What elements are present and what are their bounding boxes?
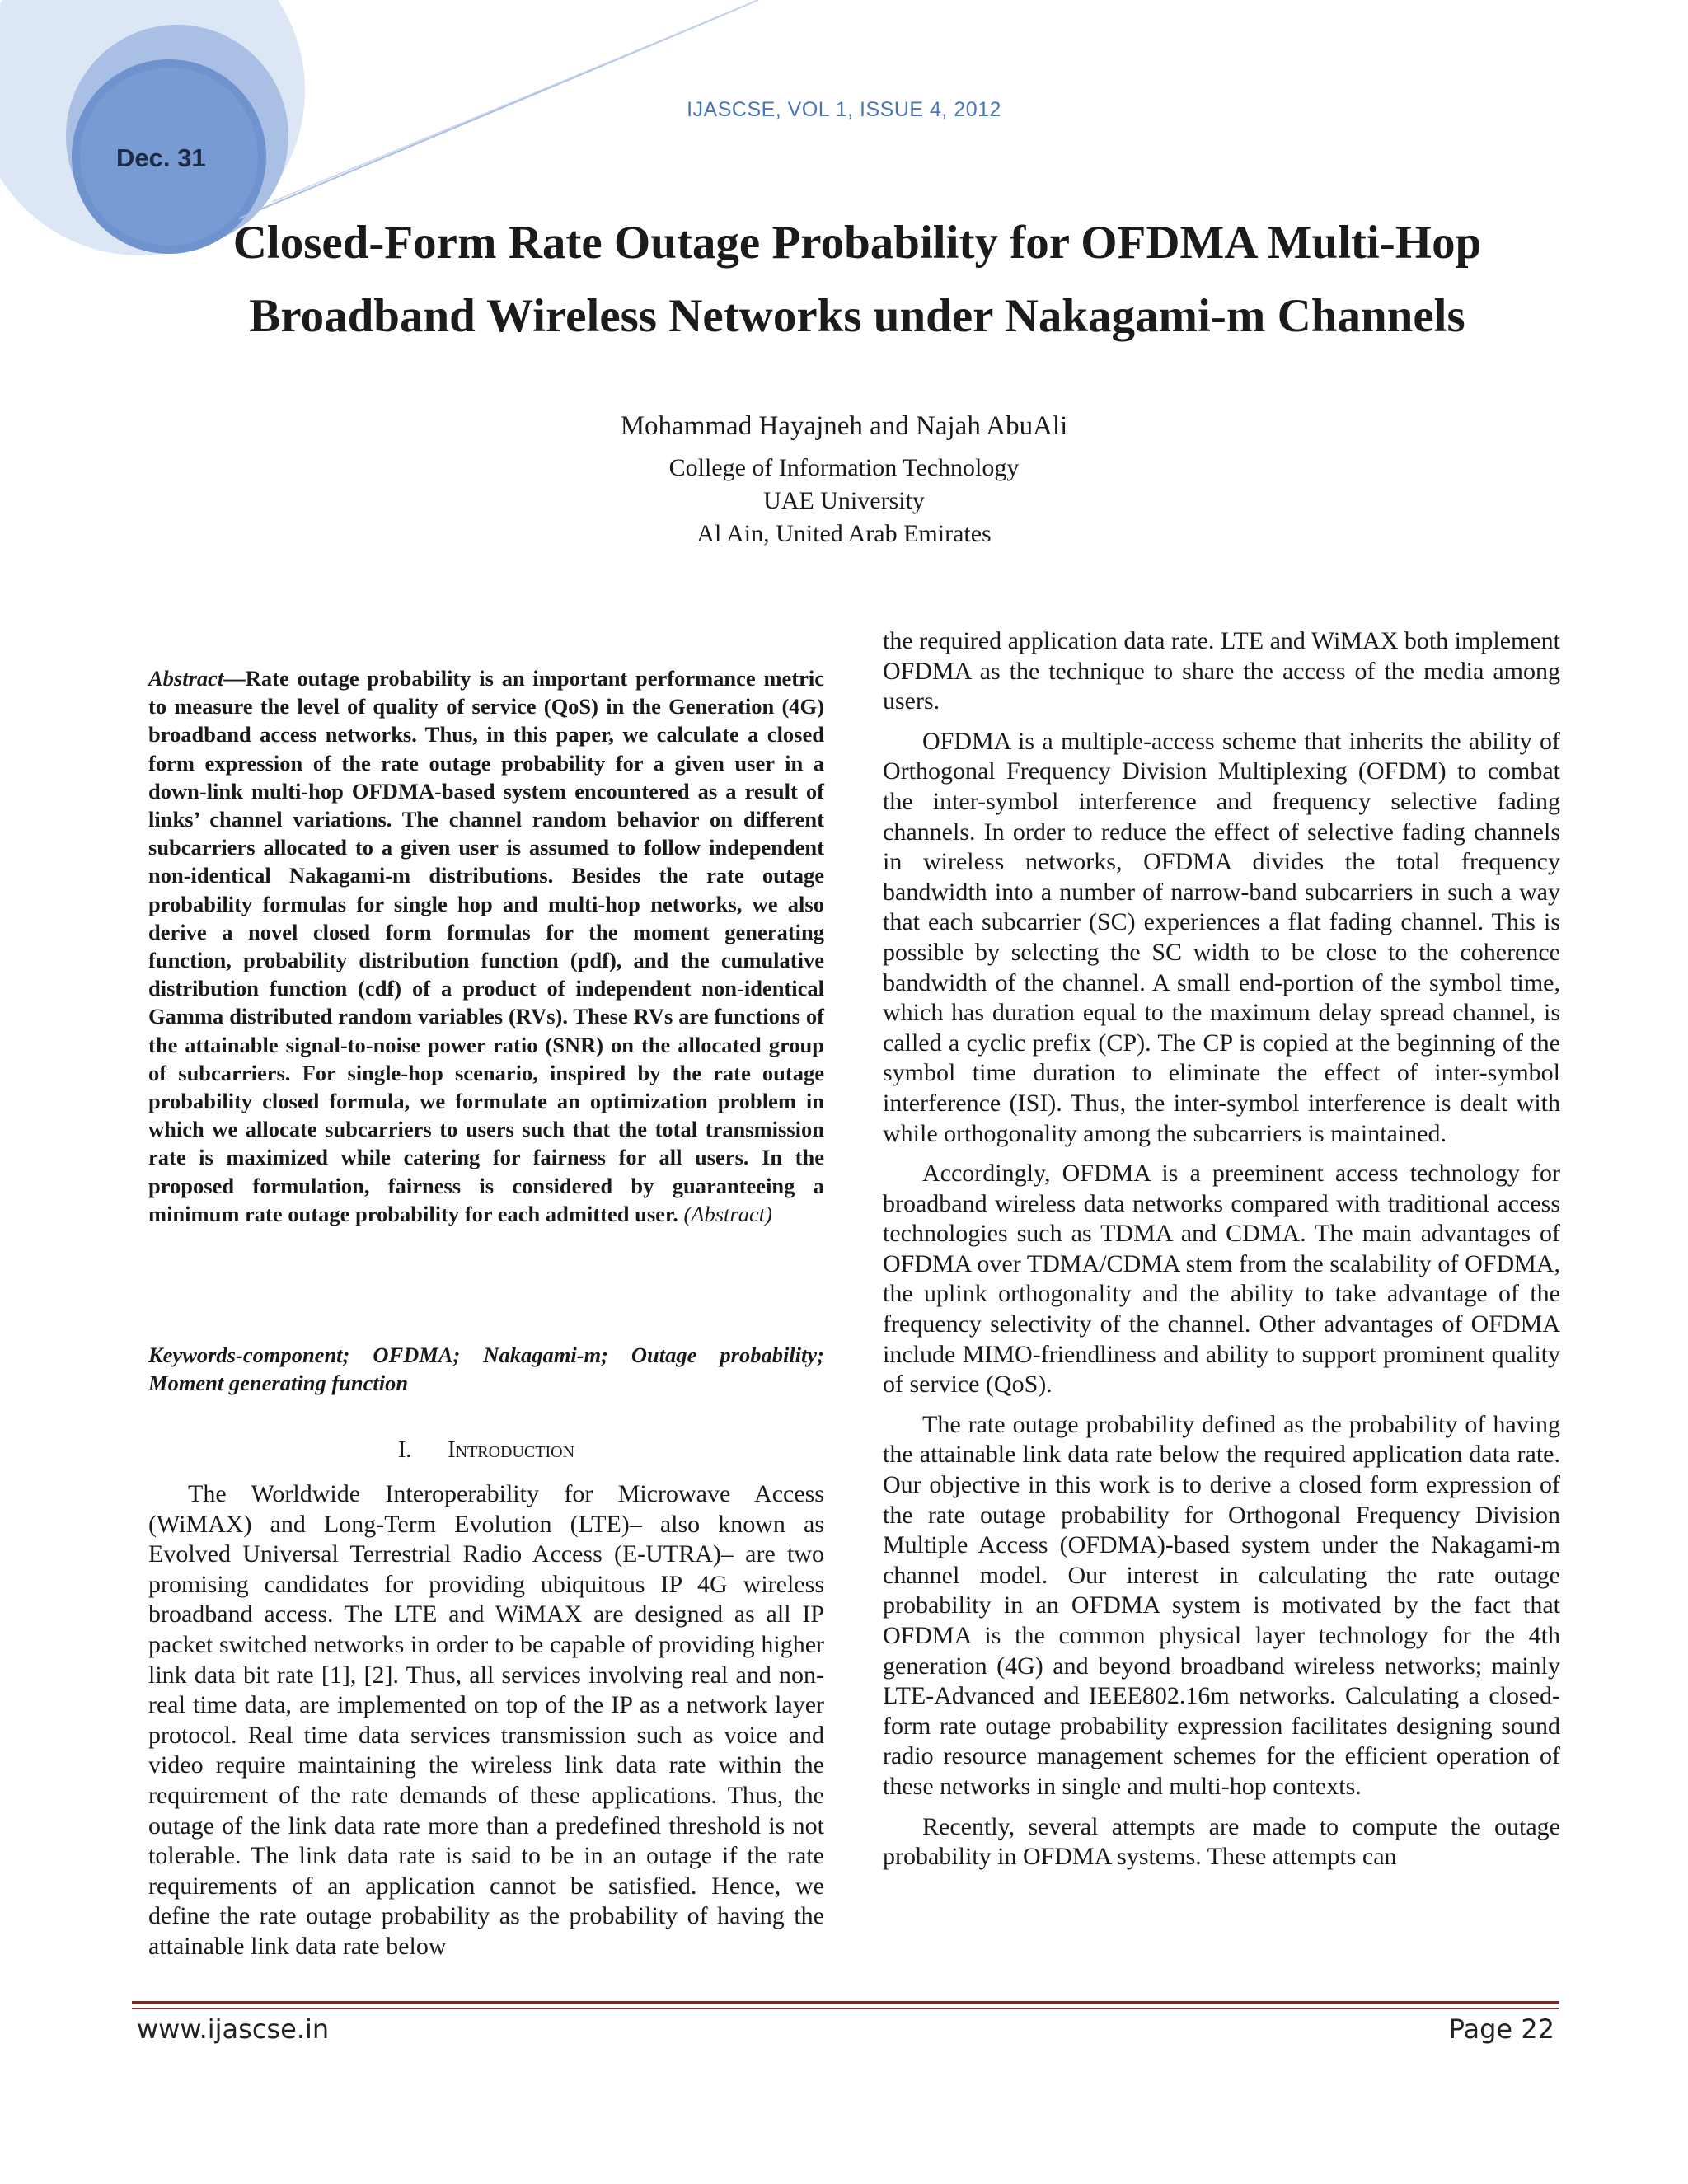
intro-text bbox=[148, 1479, 824, 1962]
footer-rule-thin bbox=[132, 2008, 1559, 2009]
date-badge: Dec. 31 bbox=[116, 143, 206, 172]
title-line-2: Broadband Wireless Networks under Nakagami-m Channels bbox=[249, 290, 1465, 342]
page-footer bbox=[137, 2013, 1554, 2045]
keywords: Keywords-component; OFDMA; Nakagami-m; Outage probability; Moment generating function bbox=[148, 1343, 824, 1396]
footer-rule bbox=[132, 2001, 1559, 2004]
affiliation-university: UAE University bbox=[763, 487, 925, 514]
abstract-tail: (Abstract) bbox=[683, 1201, 772, 1226]
abstract-label: Abstract bbox=[148, 666, 224, 691]
right-column bbox=[883, 626, 1560, 1872]
footer-url[interactable]: www.ijascse.in bbox=[137, 2013, 330, 2045]
authors: Mohammad Hayajneh and Najah AbuAli bbox=[620, 411, 1068, 441]
abstract-body: —Rate outage probability is an important performance metric to measure the level of quality of service (QoS) in the Generation (4G) broadband access networks. Thus, in this paper, we calculate a closed form expression of the rate outage probability for a given user in a down-link multi-hop OFDMA-based system encountered as a result of links’ channel variations. The channel random behavior on different subcarriers allocated to a given user is assumed to follow independent non-identical Nakagami-m distributions. Besides the rate outage probability formulas for single hop and multi-hop networks, we also derive a novel closed form formulas for the moment generating function, probability distribution function (pdf), and the cumulative distribution function (cdf) of a product of independent non-identical Gamma distributed random variables (RVs). These RVs are functions of the attainable signal-to-noise power ratio (SNR) on the allocated group of subcarriers. For single-hop scenario, inspired by the rate outage probability closed formula, we formulate an optimization problem in which we allocate subcarriers to users such that the total transmission rate is maximized while catering for fairness for all users. In the proposed formulation, fairness is considered by guaranteeing a minimum rate outage probability for each admitted user. bbox=[148, 666, 824, 1226]
right-paragraph-1: OFDMA is a multiple-access scheme that inherits the ability of Orthogonal Frequency Division Multiplexing (OFDM) to combat the inter-symbol interference and frequency selective fading channels. In order to reduce the effect of selective fading channels in wireless networks, OFDMA divides the total frequency bandwidth into a number of narrow-band subcarriers in such a way that each subcarrier (SC) experiences a flat fading channel. This is possible by selecting the SC width to be close to the coherence bandwidth of the channel. A small end-portion of the symbol time, which has duration equal to the maximum delay spread channel, is called a cyclic prefix (CP). The CP is copied at the beginning of the symbol time duration to eliminate the effect of inter-symbol interference (ISI). Thus, the inter-symbol interference is dealt with while orthogonality among the subcarriers is maintained. bbox=[883, 727, 1560, 1147]
title-line-1: Closed-Form Rate Outage Probability for OFDMA Multi-Hop bbox=[232, 217, 1482, 269]
affiliation-location: Al Ain, United Arab Emirates bbox=[696, 520, 992, 547]
right-paragraph-3: The rate outage probability defined as the probability of having the attainable link data rate below the required application data rate. Our objective in this work is to derive a closed form expression of the rate outage probability for Orthogonal Frequency Division Multiple Access (OFDMA)-based system under the Nakagami-m channel model. Our interest in calculating the rate outage probability in an OFDMA system is motivated by the fact that OFDMA is the common physical layer technology for the 4th generation (4G) and beyond broadband wireless networks; mainly LTE-Advanced and IEEE802.16m networks. Calculating a closed-form rate outage probability expression facilitates designing sound radio resource management schemes for the efficient operation of these networks in single and multi-hop contexts. bbox=[883, 1410, 1560, 1800]
right-paragraph-2: Accordingly, OFDMA is a preeminent access technology for broadband wireless data networks compared with traditional access technologies such as TDMA and CDMA. The main advantages of OFDMA over TDMA/CDMA stem from the scalability of OFDMA, the uplink orthogonality and the ability to take advantage of the frequency selectivity of the channel. Other advantages of OFDMA include MIMO-friendliness and ability to support prominent quality of service (QoS). bbox=[883, 1160, 1560, 1399]
paper-title bbox=[148, 206, 1566, 353]
abstract bbox=[148, 664, 824, 1228]
section-name: Introduction bbox=[448, 1437, 575, 1463]
right-paragraph-0: the required application data rate. LTE and WiMAX both implement OFDMA as the technique to share the access of the media among users. bbox=[883, 627, 1560, 715]
affiliation-dept: College of Information Technology bbox=[668, 454, 1020, 481]
journal-header: IJASCSE, VOL 1, ISSUE 4, 2012 bbox=[687, 98, 1001, 121]
affiliation bbox=[0, 452, 1688, 551]
right-paragraph-4: Recently, several attempts are made to compute the outage probability in OFDMA systems. These attempts can bbox=[883, 1812, 1560, 1871]
section-heading-introduction bbox=[148, 1437, 824, 1464]
intro-paragraph: The Worldwide Interoperability for Microwave Access (WiMAX) and Long-Term Evolution (LTE)– also known as Evolved Universal Terrestrial Radio Access (E-UTRA)– are two promising candidates for providing ubiquitous IP 4G wireless broadband access. The LTE and WiMAX are designed as all IP packet switched networks in order to be capable of providing higher link data bit rate [1], [2]. Thus, all services involving real and non- real time data, are implemented on top of the IP as a network layer protocol. Real time data services transmission such as voice and video require maintaining the wireless link data rate within the requirement of the rate demands of these applications. Thus, the outage of the link data rate more than a predefined threshold is not tolerable. The link data rate is said to be in an outage if the rate requirements of an application cannot be satisfied. Hence, we define the rate outage probability as the probability of having the attainable link data rate below bbox=[148, 1480, 824, 1960]
page-number: Page 22 bbox=[1448, 2013, 1554, 2045]
section-number: I. bbox=[397, 1437, 412, 1463]
